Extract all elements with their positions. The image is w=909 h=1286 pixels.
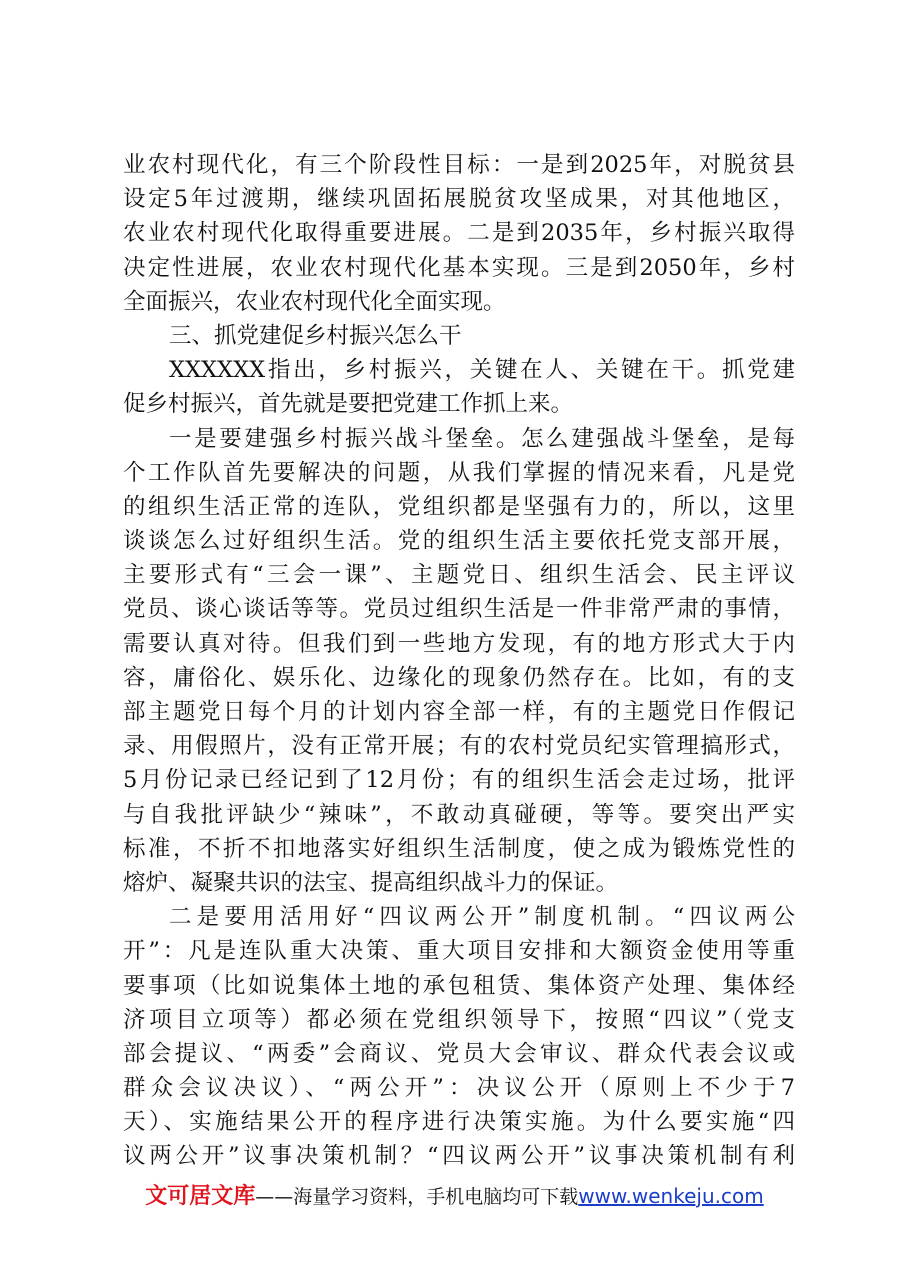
body-line: 议两公开”议事决策机制？“四议两公开”议事决策机制有利: [123, 1143, 795, 1170]
body-line: 5月份记录已经记到了12月份；有的组织生活会走过场，批评: [123, 767, 795, 794]
body-line: 要事项（比如说集体土地的承包租赁、集体资产处理、集体经: [123, 972, 795, 999]
body-line: 二是要用活用好“四议两公开”制度机制。“四议两公: [169, 904, 795, 931]
body-line: 部主题党日每个月的计划内容全部一样，有的主题党日作假记: [123, 699, 795, 725]
body-line: 标准，不折不扣地落实好组织生活制度，使之成为锻炼党性的: [123, 835, 795, 862]
body-line: 促乡村振兴，首先就是要把党建工作抓上来。: [123, 391, 574, 418]
footer-tagline: ——海量学习资料，手机电脑均可下载: [255, 1186, 579, 1208]
body-line: 业农村现代化，有三个阶段性目标：一是到2025年，对脱贫县: [123, 152, 795, 178]
body-line: 个工作队首先要解决的问题，从我们掌握的情况来看，凡是党: [123, 459, 795, 486]
body-line: 谈谈怎么过好组织生活。党的组织生活主要依托党支部开展，: [123, 528, 795, 555]
body-line: 决定性进展，农业农村现代化基本实现。三是到2050年，乡村: [123, 254, 795, 281]
body-line: 录、用假照片，没有正常开展；有的农村党员纪实管理搞形式，: [123, 733, 795, 760]
body-line: 全面振兴，农业农村现代化全面实现。: [123, 288, 506, 315]
body-line: 部会提议、“两委”会商议、党员大会审议、群众代表会议或: [123, 1040, 795, 1067]
footer-banner: [0, 1180, 909, 1213]
section-heading: 三、抓党建促乡村振兴怎么干: [169, 322, 462, 349]
body-line: 群众会议决议）、“两公开”：决议公开（原则上不少于7: [123, 1075, 795, 1102]
body-line: 与自我批评缺少“辣味”，不敢动真碰硬，等等。要突出严实: [123, 801, 795, 828]
body-line: 容，庸俗化、娱乐化、边缘化的现象仍然存在。比如，有的支: [123, 664, 795, 691]
body-line: 需要认真对待。但我们到一些地方发现，有的地方形式大于内: [123, 630, 795, 657]
body-line: 济项目立项等）都必须在党组织领导下，按照“四议”（党支: [123, 1006, 795, 1033]
body-line: 主要形式有“三会一课”、主题党日、组织生活会、民主评议: [123, 562, 795, 589]
body-line: 党员、谈心谈话等等。党员过组织生活是一件非常严肃的事情，: [123, 596, 795, 623]
body-line: 熔炉、凝聚共识的法宝、提高组织战斗力的保证。: [123, 869, 619, 896]
body-line: 设定5年过渡期，继续巩固拓展脱贫攻坚成果，对其他地区，: [123, 186, 795, 213]
body-line: 的组织生活正常的连队，党组织都是坚强有力的，所以，这里: [123, 493, 795, 520]
body-line: 天）、实施结果公开的程序进行决策实施。为什么要实施“四: [123, 1109, 795, 1136]
body-line: XXXXXX指出，乡村振兴，关键在人、关键在干。抓党建: [169, 357, 795, 384]
body-line: 一是要建强乡村振兴战斗堡垒。怎么建强战斗堡垒，是每: [169, 425, 795, 452]
body-line: 农业农村现代化取得重要进展。二是到2035年，乡村振兴取得: [123, 220, 795, 247]
body-line: 开”：凡是连队重大决策、重大项目安排和大额资金使用等重: [123, 938, 795, 965]
document-body: [123, 148, 795, 1174]
footer-website-link[interactable]: www.wenkeju.com: [578, 1184, 764, 1208]
footer-brand: 文可居文库: [145, 1184, 256, 1209]
